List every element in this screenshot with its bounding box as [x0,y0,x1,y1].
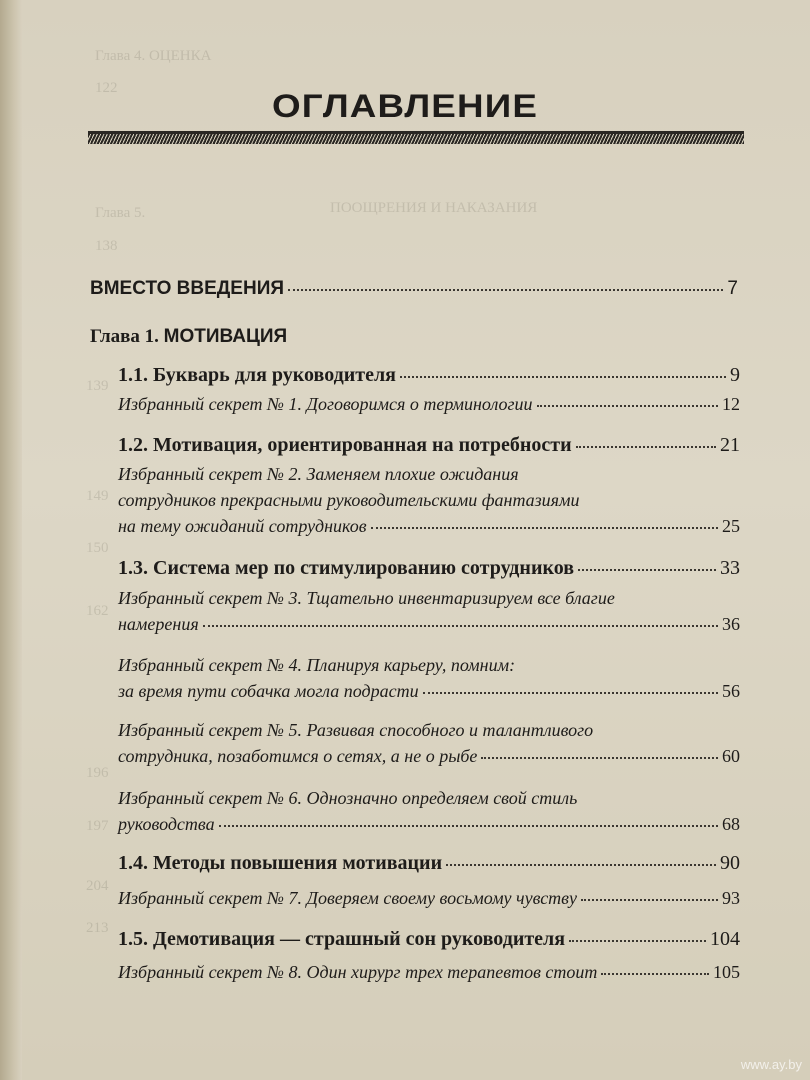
ghost-text: Глава 4. ОЦЕНКА [95,48,212,64]
toc-entry-secret-2-line2[interactable]: сотрудников прекрасными руководительскими фантазиями [118,490,580,510]
toc-entry-intro[interactable] [90,278,738,300]
toc-entry-1-5[interactable] [118,928,740,951]
toc-entry-label: Избранный секрет № 8. Один хирург трех терапевтов стоит [118,962,598,982]
toc-entry-label: Избранный секрет № 1. Договоримся о терминологии [118,394,533,414]
page-number: 56 [722,681,740,701]
page-number: 104 [710,928,740,950]
ghost-text: 150 [86,540,109,556]
toc-entry-1-1[interactable] [118,364,740,387]
leader-dots [219,824,718,827]
watermark: www.ay.by [740,1057,802,1072]
page-number: 25 [722,516,740,536]
chapter-number: Глава 1. [90,326,159,347]
toc-entry-1-2[interactable] [118,434,740,457]
page-number: 21 [720,434,740,456]
ghost-text: ПООЩРЕНИЯ И НАКАЗАНИЯ [330,200,538,216]
ghost-text: 197 [86,818,109,834]
chapter-title: МОТИВАЦИЯ [163,326,288,347]
toc-entry-secret-4-line1[interactable]: Избранный секрет № 4. Планируя карьеру, помним: [118,655,516,675]
leader-dots [569,939,706,942]
leader-dots [576,445,716,448]
leader-dots [446,863,716,866]
page-number: 12 [722,394,740,414]
toc-entry-secret-2[interactable] [118,516,740,537]
ghost-text: 162 [86,603,109,619]
toc-entry-secret-1[interactable] [118,394,740,415]
ghost-text: 122 [95,80,118,96]
ghost-text: 149 [86,488,109,504]
toc-entry-label: 1.3. Система мер по стимулированию сотрудников [118,557,575,579]
toc-entry-secret-5[interactable] [118,746,740,767]
toc-entry-1-3[interactable] [118,557,740,580]
toc-entry-label: 1.2. Мотивация, ориентированная на потребности [118,434,572,456]
ghost-text: 196 [86,765,109,781]
page-number: 36 [722,614,740,634]
leader-dots [288,288,723,291]
page-number: 90 [720,852,740,874]
page-number: 7 [727,278,738,299]
ghost-text: 213 [86,920,109,936]
page-edge [0,0,22,1080]
toc-entry-secret-3[interactable] [118,614,740,635]
toc-entry-label: за время пути собачка могла подрасти [118,681,419,701]
leader-dots [203,624,718,627]
ghost-text: Глава 5. [95,205,146,221]
leader-dots [481,756,718,759]
toc-entry-secret-4[interactable] [118,681,740,702]
toc-entry-label: намерения [118,614,199,634]
leader-dots [537,404,718,407]
toc-entry-secret-5-line1[interactable]: Избранный секрет № 5. Развивая способного и талантливого [118,720,594,740]
leader-dots [423,691,718,694]
leader-dots [601,972,709,975]
leader-dots [400,375,726,378]
page-number: 9 [730,364,740,386]
toc-entry-label: 1.5. Демотивация — страшный сон руководителя [118,928,566,950]
page-number: 93 [722,888,740,908]
toc-entry-1-4[interactable] [118,852,740,875]
toc-entry-secret-8[interactable] [118,962,740,983]
page-title: ОГЛАВЛЕНИЕ [271,88,539,124]
leader-dots [371,526,718,529]
leader-dots [578,568,716,571]
page-number: 105 [713,962,740,982]
toc-entry-secret-3-line1[interactable]: Избранный секрет № 3. Тщательно инвентаризируем все благие [118,588,615,608]
toc-entry-label: на тему ожиданий сотрудников [118,516,367,536]
toc-entry-label: Избранный секрет № 7. Доверяем своему восьмому чувству [118,888,577,908]
ghost-text: 138 [95,238,118,254]
toc-entry-label: ВМЕСТО ВВЕДЕНИЯ [90,278,285,299]
toc-entry-secret-6[interactable] [118,814,740,835]
page-number: 33 [720,557,740,579]
toc-entry-label: 1.1. Букварь для руководителя [118,364,396,386]
toc-entry-secret-7[interactable] [118,888,740,909]
ghost-text: 204 [86,878,109,894]
toc-entry-label: руководства [118,814,215,834]
toc-entry-secret-6-line1[interactable]: Избранный секрет № 6. Однозначно определяем свой стиль [118,788,578,808]
toc-entry-label: 1.4. Методы повышения мотивации [118,852,443,874]
page-number: 60 [722,746,740,766]
toc-entry-secret-2-line1[interactable]: Избранный секрет № 2. Заменяем плохие ожидания [118,464,519,484]
toc-entry-label: сотрудника, позаботимся о сетях, а не о рыбе [118,746,478,766]
title-rule [88,131,744,144]
page-number: 68 [722,814,740,834]
leader-dots [581,898,718,901]
ghost-text: 139 [86,378,109,394]
chapter-heading [90,326,287,348]
